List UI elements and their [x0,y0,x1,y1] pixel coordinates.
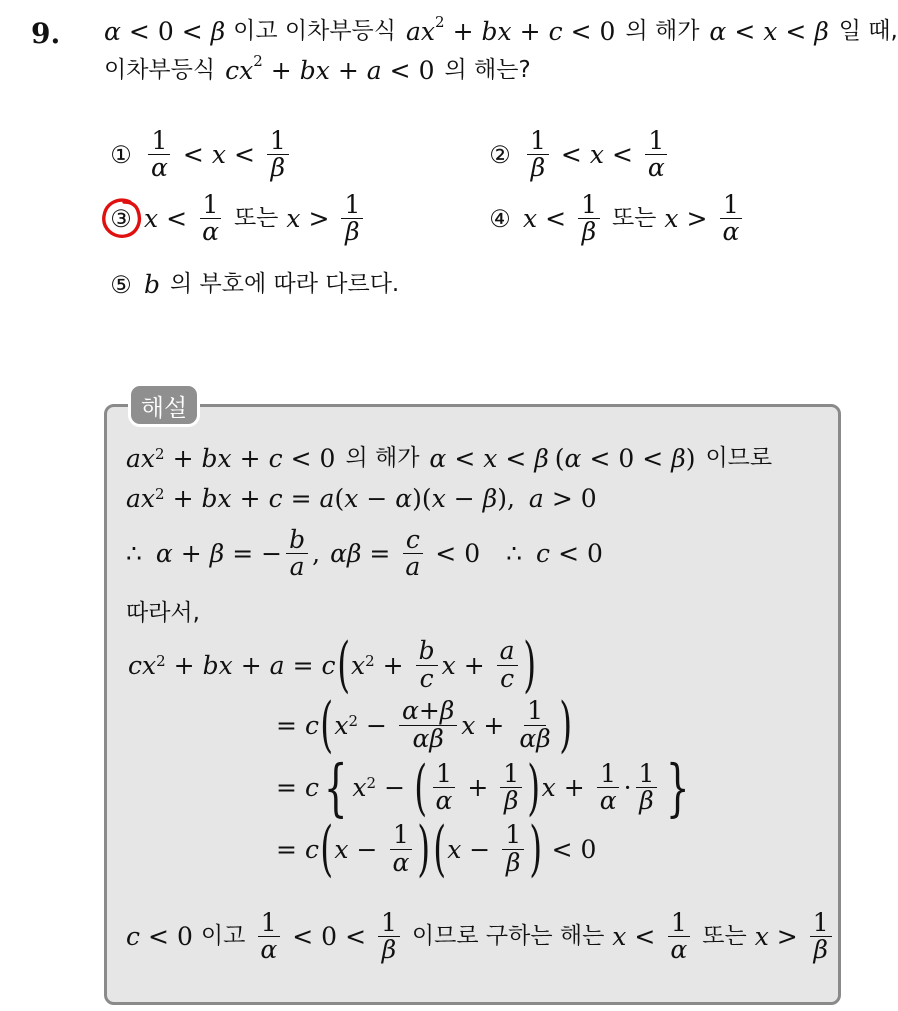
solution-word: 이므로 [705,445,773,471]
problem-word: 일 때, [838,18,898,44]
solution-line-3: ∴ α + β = − $\frac{b}{a}$ , αβ = $\frac{c}{a}$ < 0 ∴ c < 0 [126,525,603,582]
problem-line-1 [104,13,898,46]
choice-3-marker: ③ [110,204,132,233]
choice-3[interactable]: ③ x < $\frac{1}{\alpha}$ 또는 x > $\frac{1}{\beta}$ [108,192,367,246]
solution-word: 의 해가 [345,445,420,471]
fraction: $\frac{1}{\alpha}$ [719,192,742,246]
solution-line-1: ax $^2$ + bx + c < 0 의 해가 α < x < β (α < 0 < β) 이므로 [126,444,773,473]
fraction: $\frac{b}{c}$ [416,638,438,692]
or-word: 또는 [611,205,657,232]
equation-line-b: = c ( x $^2$ − $\frac{\alpha+\beta}{\alpha\beta}$ x + $\frac{1}{\alpha\beta}$ ) [276,690,572,760]
solution-line-2: ax $^2$ + bx + c = a ( x − α )( x − β ), a > 0 [126,484,597,513]
fraction: $\frac{1}{\beta}$ [810,910,832,964]
choice-1[interactable]: ① $\frac{1}{\alpha}$ < x < $\frac{1}{\beta}$ [108,128,293,182]
choice-5[interactable]: ⑤ b 의 부호에 따라 다르다. [108,272,399,297]
choice-1-marker: ① [110,140,132,169]
or-word: 또는 [233,205,279,232]
fraction: $\frac{1}{\beta}$ [636,761,658,815]
fraction: $\frac{1}{\beta}$ [527,128,549,182]
math-condition: α < 0 < β [104,17,226,46]
choice-2[interactable]: ② $\frac{1}{\beta}$ < x < $\frac{1}{\alpha}$ [487,128,672,182]
equation-line-a: cx $^2$ + bx + a = c ( x $^2$ + $\frac{b}{c}$ x + $\frac{a}{c}$ ) [128,630,536,700]
fraction: $\frac{1}{\beta}$ [578,192,600,246]
choice-5-marker: ⑤ [110,270,132,299]
fraction: $\frac{1}{\beta}$ [378,910,400,964]
fraction: $\frac{1}{\alpha}$ [667,910,690,964]
fraction: $\frac{1}{\alpha\beta}$ [519,696,551,753]
selected-answer-circle-mark [100,196,144,240]
or-word: 또는 [702,923,747,950]
problem-word: 이차부등식 [104,57,216,83]
solution-word: 이므로 구하는 해는 [411,923,605,950]
fraction: $\frac{a}{c}$ [497,638,518,692]
fraction: $\frac{\alpha+\beta}{\alpha\beta}$ [399,698,457,752]
therefore-label: 따라서, [126,600,200,626]
fraction: $\frac{1}{\alpha}$ [257,910,280,964]
choice-5-text: 의 부호에 따라 다르다. [170,271,400,297]
problem-word: 의 해가 [625,18,700,44]
fraction: $\frac{b}{a}$ [286,527,308,581]
math-inequality-2: $cx^2$ + bx + a < 0 [225,52,435,85]
fraction: $\frac{1}{\alpha}$ [432,761,455,815]
fraction: $\frac{1}{\beta}$ [502,822,524,876]
fraction: $\frac{1}{\beta}$ [500,761,522,815]
problem-word: 의 해는? [444,57,531,83]
fraction: $\frac{1}{\alpha}$ [199,192,222,246]
fraction: $\frac{1}{\alpha}$ [389,822,412,876]
solution-tag: 해설 [128,383,200,427]
fraction: $\frac{1}{\alpha}$ [148,128,171,182]
math-inequality: $ax^2$ + bx + c < 0 [406,13,616,46]
problem-line-2 [104,52,531,85]
problem-number: 9. [31,17,61,50]
math-interval: α < x < β [709,17,829,46]
fraction: $\frac{1}{\beta}$ [267,128,289,182]
choice-4[interactable]: ④ x < $\frac{1}{\beta}$ 또는 x > $\frac{1}{\alpha}$ [487,192,746,246]
fraction: $\frac{c}{a}$ [402,527,423,581]
choice-4-marker: ④ [489,204,511,233]
fraction: $\frac{1}{\alpha}$ [645,128,668,182]
conclusion-line: c < 0 이고 $\frac{1}{\alpha}$ < 0 < $\frac{1}{\beta}$ 이므로 구하는 해는 x < $\frac{1}{\alpha}$ 또는 x > $\frac{1}{\beta}$ [126,910,836,964]
fraction: $\frac{1}{\alpha}$ [597,761,620,815]
equation-line-c: = c { x $^2$ − ( $\frac{1}{\alpha}$ + $\frac{1}{\beta}$ ) x + $\frac{1}{\alpha}$ · $\frac{1}{\beta}$ } [276,751,690,824]
choice-2-marker: ② [489,140,511,169]
solution-word: 이고 [200,923,246,950]
problem-word: 이고 이차부등식 [233,18,396,44]
fraction: $\frac{1}{\beta}$ [341,192,363,246]
equation-line-d: = c ( x − $\frac{1}{\alpha}$ ) ( x − $\frac{1}{\beta}$ ) < 0 [276,814,597,884]
